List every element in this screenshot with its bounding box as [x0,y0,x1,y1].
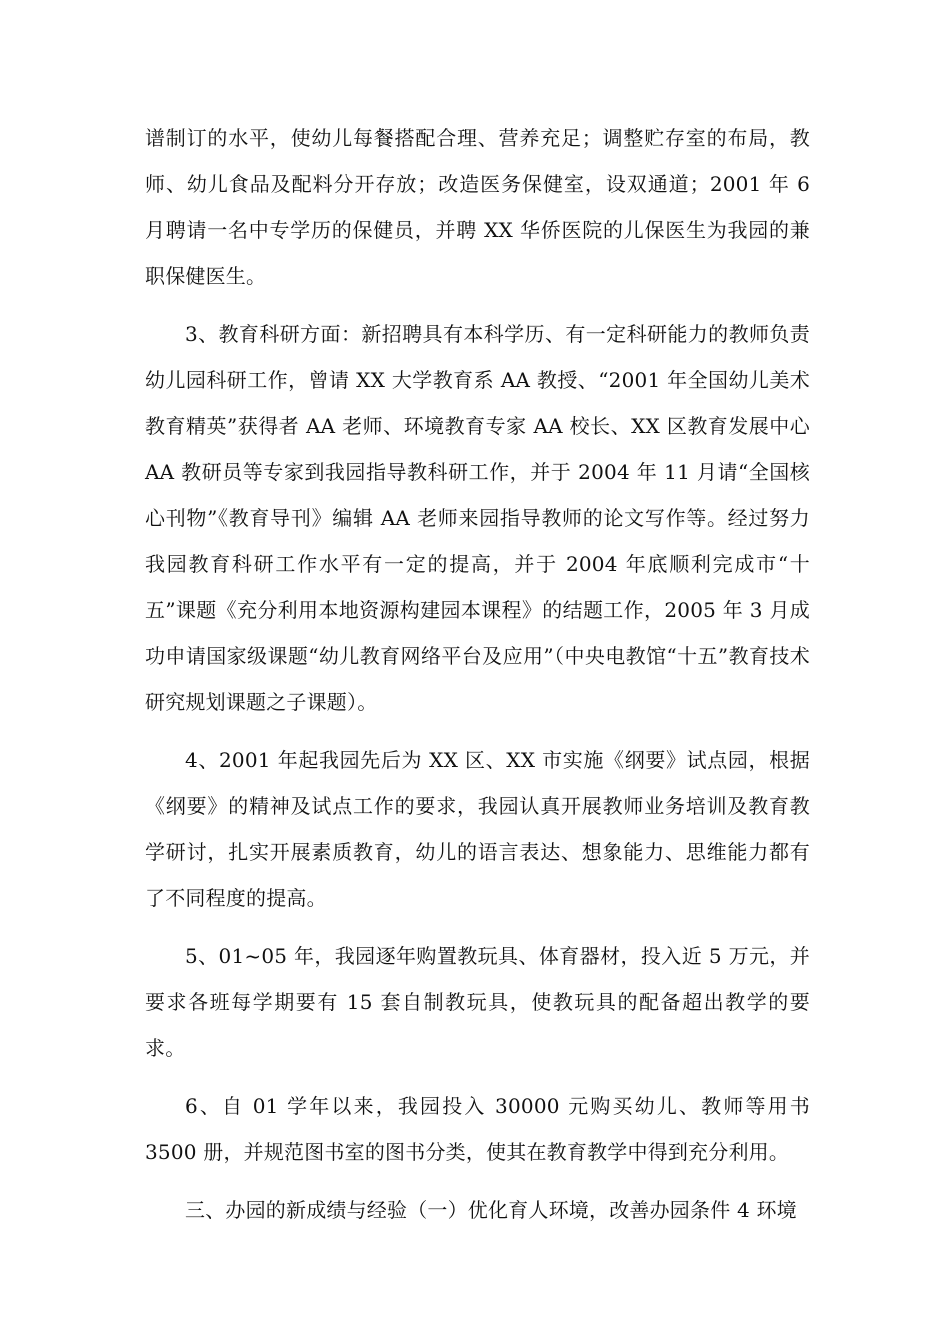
paragraph-section-heading: 三、办园的新成绩与经验（一）优化育人环境，改善办园条件 4 环境 [185,1198,797,1222]
paragraph-pilot: 4、2001 年起我园先后为 XX 区、XX 市实施《纲要》试点园，根据《纲要》的精神及试点工作的要求，我园认真开展教师业务培训及教育教学研讨，扎实开展素质教育，幼儿的语言表达、想象能力、思维能力都有了不同程度的提高。 [145,748,810,910]
paragraph-research: 3、教育科研方面：新招聘具有本科学历、有一定科研能力的教师负责幼儿园科研工作，曾请 XX 大学教育系 AA 教授、“2001 年全国幼儿美术教育精英”获得者 AA 老师、环境教育专家 AA 校长、XX 区教育发展中心 AA 教研员等专家到我园指导教科研工作，并于 2004 年 11 月请“全国核心刊物”《教育导刊》编辑 AA 老师来园指导教师的论文写作等。经过努力我园教育科研工作水平有一定的提高，并于 2004 年底顺利完成市“十五”课题《充分利用本地资源构建园本课程》的结题工作，2005 年 3 月成功申请国家级课题“幼儿教育网络平台及应用”（中央电教馆“十五”教育技术研究规划课题之子课题）。 [145,322,810,714]
document-body [145,115,810,1245]
paragraph-books: 6、自 01 学年以来，我园投入 30000 元购买幼儿、教师等用书 3500 册，并规范图书室的图书分类，使其在教育教学中得到充分利用。 [145,1094,810,1164]
paragraph-continuation: 谱制订的水平，使幼儿每餐搭配合理、营养充足；调整贮存室的布局，教师、幼儿食品及配料分开存放；改造医务保健室，设双通道；2001 年 6 月聘请一名中专学历的保健员，并聘 XX 华侨医院的儿保医生为我园的兼职保健医生。 [145,126,810,288]
paragraph-toys: 5、01~05 年，我园逐年购置教玩具、体育器材，投入近 5 万元，并要求各班每学期要有 15 套自制教玩具，使教玩具的配备超出教学的要求。 [145,944,810,1060]
